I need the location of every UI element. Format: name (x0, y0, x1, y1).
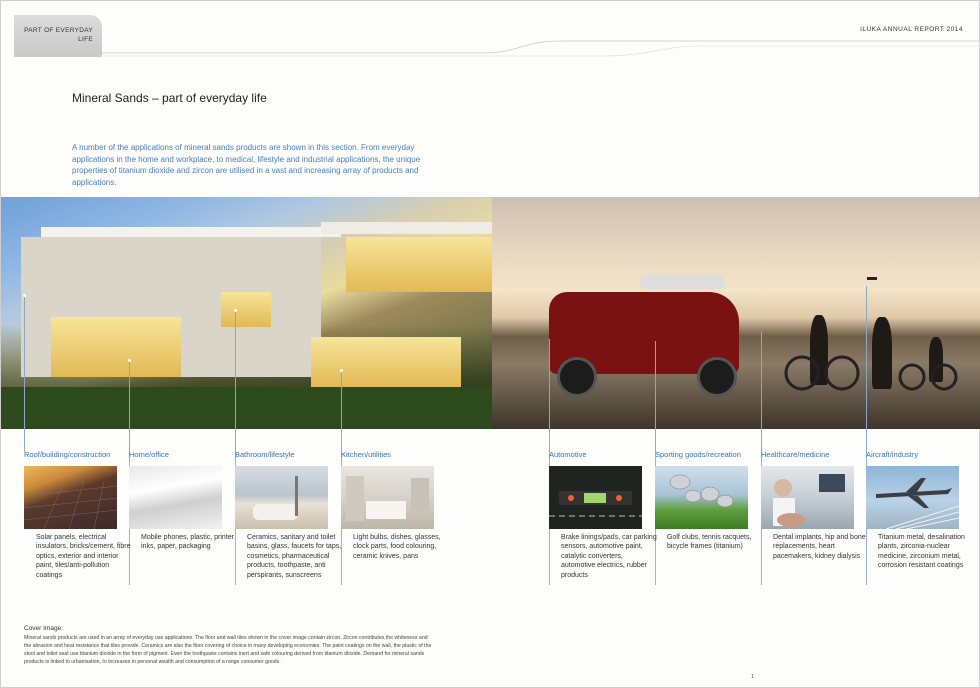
callout-line (866, 286, 867, 452)
category-bathroom-lifestyle (235, 450, 342, 580)
header-decorative-lines (1, 1, 980, 61)
category-label: Healthcare/medicine (761, 450, 830, 459)
category-aircraft-industry (866, 450, 970, 571)
callout-line (24, 296, 25, 452)
callout-dot (128, 359, 131, 362)
roof-slab (41, 227, 341, 237)
bathroom-photo (235, 466, 328, 529)
category-label: Sporting goods/recreation (655, 450, 741, 459)
airplane-icon (867, 277, 877, 280)
car-wheel-rear (697, 357, 737, 397)
category-roof-building (24, 450, 131, 580)
category-label: Aircraft/industry (866, 450, 919, 459)
golf-clubs-photo (655, 466, 748, 529)
callout-line (341, 371, 342, 452)
intro-paragraph: A number of the applications of mineral sands products are shown in this section. From everyday applications in the home and workplace, to medical, lifestyle and industrial applications, the unique properties of titanium dioxide and zircon are utilised in a vast and increasing array of products and applications. (72, 143, 421, 187)
callout-dot (23, 294, 26, 297)
category-description: Golf clubs, tennis racquets, bicycle frames (titanium) (667, 534, 752, 551)
category-sporting-goods (655, 450, 759, 552)
car-wheel-front (557, 357, 597, 397)
lit-window-left (51, 317, 181, 377)
kitchen-window (311, 337, 461, 387)
callout-dot (234, 309, 237, 312)
category-description: Ceramics, sanitary and toilet basins, glass, faucets for taps, cosmetics, pharmaceutical products, toothpaste, anti perspirants, sunscreens (247, 534, 342, 579)
category-healthcare (761, 450, 865, 561)
upper-roof (321, 222, 492, 234)
section-tab-label: PART OF EVERYDAY LIFE (24, 27, 93, 43)
kitchen-photo (341, 466, 434, 529)
callout-line (129, 361, 130, 452)
paper-stack-photo (129, 466, 222, 529)
upper-glass (346, 237, 492, 292)
category-label: Bathroom/lifestyle (235, 450, 295, 459)
category-label: Kitchen/utilities (341, 450, 392, 459)
dentist-photo (761, 466, 854, 529)
category-description: Brake linings/pads, car parking sensors, automotive paint, catalytic converters, automotive electrics, rubber products (561, 534, 657, 579)
category-description: Light bulbs, dishes, glasses, clock parts, food colouring, ceramic knives, pans (353, 534, 441, 560)
beach-photo (492, 197, 980, 429)
callout-line (655, 341, 656, 452)
cover-image-title: Cover Image: (24, 625, 64, 632)
category-label: Roof/building/construction (24, 450, 111, 459)
bicycles-icon (782, 337, 972, 392)
page-number: 1 (751, 674, 755, 680)
category-label: Home/office (129, 450, 169, 459)
callout-line (761, 331, 762, 452)
callout-line (235, 311, 236, 452)
callout-dot (340, 369, 343, 372)
category-home-office (129, 450, 233, 552)
lit-window-upper (221, 292, 271, 327)
page-title: Mineral Sands – part of everyday life (72, 91, 267, 105)
category-description: Titanium metal, desalination plants, zirconia-nuclear medicine, zirconium metal, corrosion resistant coatings (878, 534, 965, 570)
category-label: Automotive (549, 450, 587, 459)
category-kitchen-utilities (341, 450, 445, 561)
category-automotive (549, 450, 657, 580)
lawn (1, 387, 492, 429)
roof-box (640, 275, 725, 289)
category-description: Solar panels, electrical insulators, bricks/cement, fibre optics, exterior and interior paint, tiles/anti-pollution coatings (36, 534, 131, 579)
aircraft-photo (866, 466, 959, 529)
cover-image-caption: Mineral sands products are used in an array of everyday use applications. The floor and wall tiles shown in the cover image contain zircon. Zircon contributes the whiteness and the abrasion and heat resistance that tiles provide. Ceramics are also the floor covering of choice in many developing economies. The paint coatings on the wall, the plastic of the stool and toilet seat use titanium dioxide in the form of pigment. Even the toothpaste contains inert and safe colouring derived from titanium dioxide. Demand for mineral sands products is linked to urbanisation, to increases in personal wealth and consumption of a range consumer goods. (24, 635, 432, 665)
house-photo (1, 197, 492, 429)
parking-sensor-photo (549, 466, 642, 529)
report-title: ILUKA ANNUAL REPORT 2014 (860, 26, 963, 33)
category-description: Dental implants, hip and bone replacements, heart pacemakers, kidney dialysis (773, 534, 866, 560)
callout-line (549, 339, 550, 452)
category-description: Mobile phones, plastic, printer inks, paper, packaging (141, 534, 234, 551)
solar-panels-photo (24, 466, 117, 529)
